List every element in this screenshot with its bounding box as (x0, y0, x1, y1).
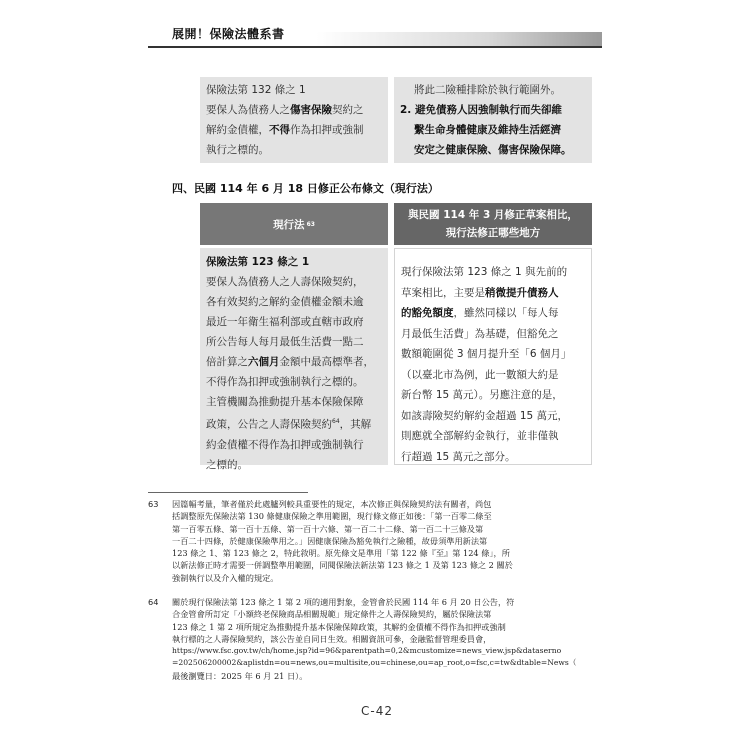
text-line: 將此二險種排除於執行範圍外。 (414, 84, 561, 96)
bold-text: 避免債務人因強制執行而失卻維 (414, 104, 562, 116)
text-line: 之標的。 (206, 458, 248, 471)
text-run: ，雖然同樣以「每人每 (453, 307, 559, 319)
footnote-line: 合金管會所訂定「小額終老保險商品相關規範」規定條件之人壽保險契約，屬於保險法第 (172, 609, 492, 620)
header-gradient-band (316, 32, 602, 46)
footnote-line: 強制執行以及介入權的規定。 (172, 572, 279, 583)
text-run: 金額中最高標準者， (279, 356, 374, 368)
text-run: 倍計算之 (206, 356, 248, 368)
bold-text: 六個月 (248, 356, 280, 368)
footnote-line: 一百二十四條，於健康保險準用之。」因健康保險為豁免執行之險種，故毋須準用新法第 (172, 535, 488, 546)
footnote-number: 64 (148, 597, 159, 607)
list-number: 2. (400, 104, 412, 116)
top-table-left-cell (200, 77, 388, 163)
text-run: 解約金債權， (206, 124, 269, 136)
bold-text: 的豁免額度 (401, 307, 454, 319)
text-line (206, 412, 382, 435)
text-run: 草案相比，主要是 (401, 286, 485, 299)
running-header-title: 展開！保險法體系書 (172, 27, 285, 41)
footnote-url-line: https://www.fsc.gov.tw/ch/home.jsp?id=96&parentpath=0,2&mcustomize=news_view.jsp&dataserno (172, 646, 562, 656)
footnote-line: 第一百零五條、第一百十五條、第一百十六條、第一百二十二條、第一百二十三條及第 (172, 523, 484, 534)
text-line (400, 100, 586, 120)
column-header-changes (394, 203, 592, 245)
comparison-table-main (200, 203, 592, 471)
footnote-rule (148, 492, 308, 493)
page-number: C-42 (361, 704, 393, 718)
text-line: 行超過 15 萬元之部分。 (401, 450, 516, 463)
footnote-line: 括調整原先保險法第 130 條健康保險之準用範圍，現行條文修正如後：「第一百零二條至 (172, 511, 492, 522)
footnote-line: 123 條之 1 第 2 項所規定為推動提升基本保險保障政策，其解約金債權不得作為扣押或強制 (172, 621, 506, 632)
bold-text: 傷害保險 (290, 104, 332, 116)
header-text: 現行法 (273, 218, 305, 231)
text-line: 如該壽險契約解約金超過 15 萬元， (401, 409, 569, 422)
footnote-ref: 63 (306, 220, 315, 228)
column-header-current-law (200, 203, 388, 245)
text-run: 政策，公告之人壽保險契約 (206, 418, 332, 431)
article-title: 保險法第 123 條之 1 (206, 256, 310, 268)
header-rule (148, 46, 602, 48)
footnote-body (172, 498, 598, 584)
section-heading: 四、民國 114 年 6 月 18 日修正公布條文（現行法） (172, 182, 439, 195)
text-line: 安定之健康保險、傷害保險保障。 (414, 144, 572, 156)
comparison-table-top (200, 77, 592, 163)
bold-text: 不得 (269, 124, 290, 136)
text-run: ，其解 (339, 418, 372, 431)
text-line: 現行保險法第 123 條之 1 與先前的 (401, 266, 568, 278)
text-line: 最近一年衛生福利部或直轄市政府 (206, 316, 364, 328)
running-header (148, 22, 602, 48)
footnote-body (172, 596, 598, 682)
header-text: 與民國 114 年 3 月修正草案相比， (408, 209, 578, 221)
text-line: 所公告每人每月最低生活費一點二 (206, 336, 364, 348)
footnote-line: 關於現行保險法第 123 條之 1 第 2 項的適用對象，金管會於民國 114 年 6 月 20 日公告，符 (172, 597, 515, 607)
footnote-ref: 64 (332, 418, 340, 425)
text-line (206, 352, 382, 372)
footnote-line: 123 條之 1、第 123 條之 2，特此敘明。原先條文是準用「第 122 條『至』第 124 條」，所 (172, 548, 510, 559)
text-line: 要保人為債務人之人壽保險契約， (206, 276, 364, 288)
text-line: 月最低生活費」為基礎，但豁免之 (401, 327, 559, 340)
text-line (401, 303, 585, 324)
text-line: （以臺北市為例，此一數額大約是 (401, 368, 559, 381)
text-line: 新台幣 15 萬元）。另應注意的是， (401, 389, 563, 401)
footnote-line: 以新法修正時才需要一併調整準用範圍，同閱保險法新法第 123 條之 1 及第 123 條之 2 關於 (172, 560, 513, 571)
footnote-line: 最後瀏覽日：2025 年 6 月 21 日）。 (172, 670, 308, 681)
text-line (401, 283, 585, 304)
current-law-text-cell (200, 248, 388, 471)
text-run: 契約之 (332, 104, 364, 116)
text-line: 不得作為扣押或強制執行之標的。 (206, 376, 364, 388)
text-line: 執行之標的。 (206, 144, 269, 156)
text-run: 要保人為債務人之 (206, 104, 290, 116)
footnote-url-line: =202506200002&aplistdn=ou=news,ou=multisite,ou=chinese,ou=ap_root,o=fsc,c=tw&dtable=News（ (172, 658, 577, 668)
text-line: 繫生命身體健康及維持生活經濟 (414, 124, 561, 136)
text-line: 數額範圍從 3 個月提升至「6 個月」 (401, 348, 572, 360)
text-line: 約金債權不得作為扣押或強制執行 (206, 438, 364, 451)
text-line: 保險法第 132 條之 1 (206, 84, 306, 96)
header-text: 現行法修正哪些地方 (445, 227, 541, 239)
text-line: 各有效契約之解約金債權金額未逾 (206, 296, 364, 308)
footnote-line: 執行標的之人壽保險契約，該公告並自同日生效。相關資訊可參，金融監督管理委員會， (172, 633, 492, 644)
footnote-line: 因篇幅考量，筆者僅於此處臚列較具重要性的規定，本次修正與保險契約法有關者，尚包 (172, 499, 492, 509)
text-line (206, 100, 382, 120)
text-run: 作為扣押或強制 (290, 124, 364, 136)
text-line: 主管機關為推動提升基本保險保障 (206, 396, 364, 408)
bold-text: 稍微提升債務人 (485, 286, 559, 299)
changes-text-cell (394, 248, 592, 465)
top-table-right-cell (394, 77, 592, 163)
text-line: 則應就全部解約金執行，並非僅執 (401, 430, 559, 442)
text-line (206, 120, 382, 140)
footnote-number: 63 (148, 499, 159, 509)
